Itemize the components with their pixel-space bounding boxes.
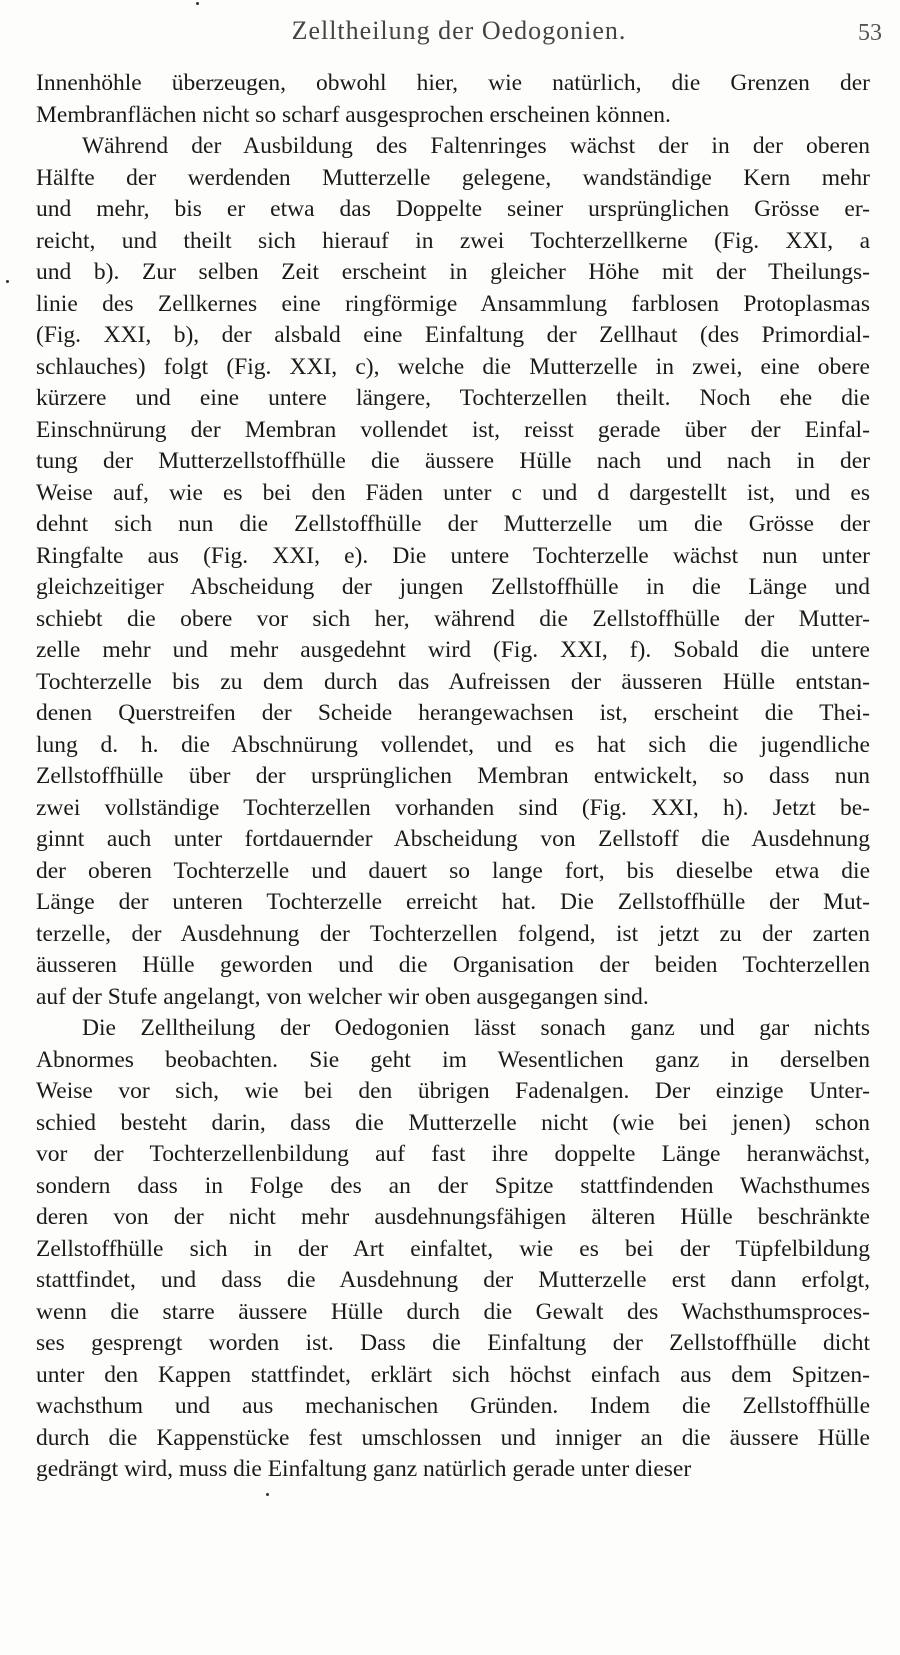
text-line: und mehr, bis er etwa das Doppelte seiner ursprünglichen Grösse er-	[36, 196, 870, 222]
text-line: Innenhöhle überzeugen, obwohl hier, wie natürlich, die Grenzen der	[36, 70, 870, 96]
text-line: terzelle, der Ausdehnung der Tochterzellen folgend, ist jetzt zu der zarten	[36, 920, 870, 947]
text-line: wachsthum und aus mechanischen Gründen. Indem die Zellstoffhülle	[36, 1393, 870, 1419]
page-number: 53	[858, 20, 882, 46]
text-line: Einschnürung der Membran vollendet ist, reisst gerade über der Einfal-	[36, 416, 870, 443]
text-line: Weise auf, wie es bei den Fäden unter c und d dargestellt ist, und es	[36, 479, 870, 506]
text-line: Zellstoffhülle sich in der Art einfaltet, wie es bei der Tüpfelbildung	[36, 1235, 870, 1262]
text-line: schiebt die obere vor sich her, während die Zellstoffhülle der Mutter-	[36, 605, 870, 632]
text-line: Zellstoffhülle über der ursprünglichen Membran entwickelt, so dass nun	[36, 763, 870, 789]
text-line: Membranflächen nicht so scharf ausgesprochen erscheinen können.	[36, 101, 671, 128]
text-line: vor der Tochterzellenbildung auf fast ihre doppelte Länge heranwächst,	[36, 1141, 870, 1167]
text-line: tung der Mutterzellstoffhülle die äussere Hülle nach und nach in der	[36, 448, 870, 474]
text-line: Hälfte der werdenden Mutterzelle gelegene, wandständige Kern mehr	[36, 164, 870, 191]
text-line: lung d. h. die Abschnürung vollendet, und es hat sich die jugendliche	[36, 731, 870, 758]
text-line: gleichzeitiger Abscheidung der jungen Zellstoffhülle in die Länge und	[36, 574, 870, 600]
text-line: Ringfalte aus (Fig. XXI, e). Die untere Tochterzelle wächst nun unter	[36, 542, 870, 569]
text-line: Weise vor sich, wie bei den übrigen Fadenalgen. Der einzige Unter-	[36, 1078, 870, 1104]
body-text	[36, 68, 870, 1486]
paragraph	[36, 1013, 870, 1486]
page-header	[36, 16, 882, 52]
text-line: dehnt sich nun die Zellstoffhülle der Mutterzelle um die Grösse der	[36, 511, 870, 537]
text-line: sondern dass in Folge des an der Spitze stattfindenden Wachsthumes	[36, 1172, 870, 1199]
text-line: wenn die starre äussere Hülle durch die Gewalt des Wachsthumsproces-	[36, 1298, 870, 1325]
text-line: zwei vollständige Tochterzellen vorhanden sind (Fig. XXI, h). Jetzt be-	[36, 794, 870, 821]
paragraph	[36, 131, 870, 1013]
text-line: Länge der unteren Tochterzelle erreicht hat. Die Zellstoffhülle der Mut-	[36, 889, 870, 915]
text-line: und b). Zur selben Zeit erscheint in gleicher Höhe mit der Theilungs-	[36, 259, 870, 285]
print-speck	[266, 1493, 269, 1496]
text-line: äusseren Hülle geworden und die Organisation der beiden Tochterzellen	[36, 952, 870, 978]
running-title: Zelltheilung der Oedogonien.	[291, 16, 627, 45]
text-line: gedrängt wird, muss die Einfaltung ganz natürlich gerade unter dieser	[36, 1456, 692, 1482]
text-line: reicht, und theilt sich hierauf in zwei Tochterzellkerne (Fig. XXI, a	[36, 227, 870, 254]
text-line: deren von der nicht mehr ausdehnungsfähigen älteren Hülle beschränkte	[36, 1204, 870, 1230]
text-line: Während der Ausbildung des Faltenringes wächst der in der oberen	[82, 133, 870, 159]
text-line: stattfindet, und dass die Ausdehnung der Mutterzelle erst dann erfolgt,	[36, 1267, 870, 1293]
text-line: denen Querstreifen der Scheide herangewachsen ist, erscheint die Thei-	[36, 700, 870, 726]
text-line: unter den Kappen stattfindet, erklärt sich höchst einfach aus dem Spitzen-	[36, 1361, 870, 1388]
text-line: linie des Zellkernes eine ringförmige Ansammlung farblosen Protoplasmas	[36, 290, 870, 317]
text-line: Abnormes beobachten. Sie geht im Wesentlichen ganz in derselben	[36, 1046, 870, 1073]
text-line: zelle mehr und mehr ausgedehnt wird (Fig. XXI, f). Sobald die untere	[36, 637, 870, 663]
text-line: schlauches) folgt (Fig. XXI, c), welche die Mutterzelle in zwei, eine obere	[36, 353, 870, 380]
paragraph	[36, 68, 870, 131]
text-line: der oberen Tochterzelle und dauert so lange fort, bis dieselbe etwa die	[36, 857, 870, 884]
text-line: durch die Kappenstücke fest umschlossen und inniger an die äussere Hülle	[36, 1424, 870, 1451]
text-line: kürzere und eine untere längere, Tochterzellen theilt. Noch ehe die	[36, 385, 870, 411]
text-line: Tochterzelle bis zu dem durch das Aufreissen der äusseren Hülle entstan-	[36, 668, 870, 695]
text-line: Die Zelltheilung der Oedogonien lässt sonach ganz und gar nichts	[82, 1015, 870, 1041]
text-line: (Fig. XXI, b), der alsbald eine Einfaltung der Zellhaut (des Primordial-	[36, 322, 870, 348]
text-line: ginnt auch unter fortdauernder Abscheidung von Zellstoff die Ausdehnung	[36, 826, 870, 852]
print-speck	[6, 280, 9, 283]
text-line: ses gesprengt worden ist. Dass die Einfaltung der Zellstoffhülle dicht	[36, 1330, 870, 1356]
print-speck	[196, 2, 199, 5]
text-line: auf der Stufe angelangt, von welcher wir oben ausgegangen sind.	[36, 983, 649, 1010]
text-line: schied besteht darin, dass die Mutterzelle nicht (wie bei jenen) schon	[36, 1109, 870, 1136]
